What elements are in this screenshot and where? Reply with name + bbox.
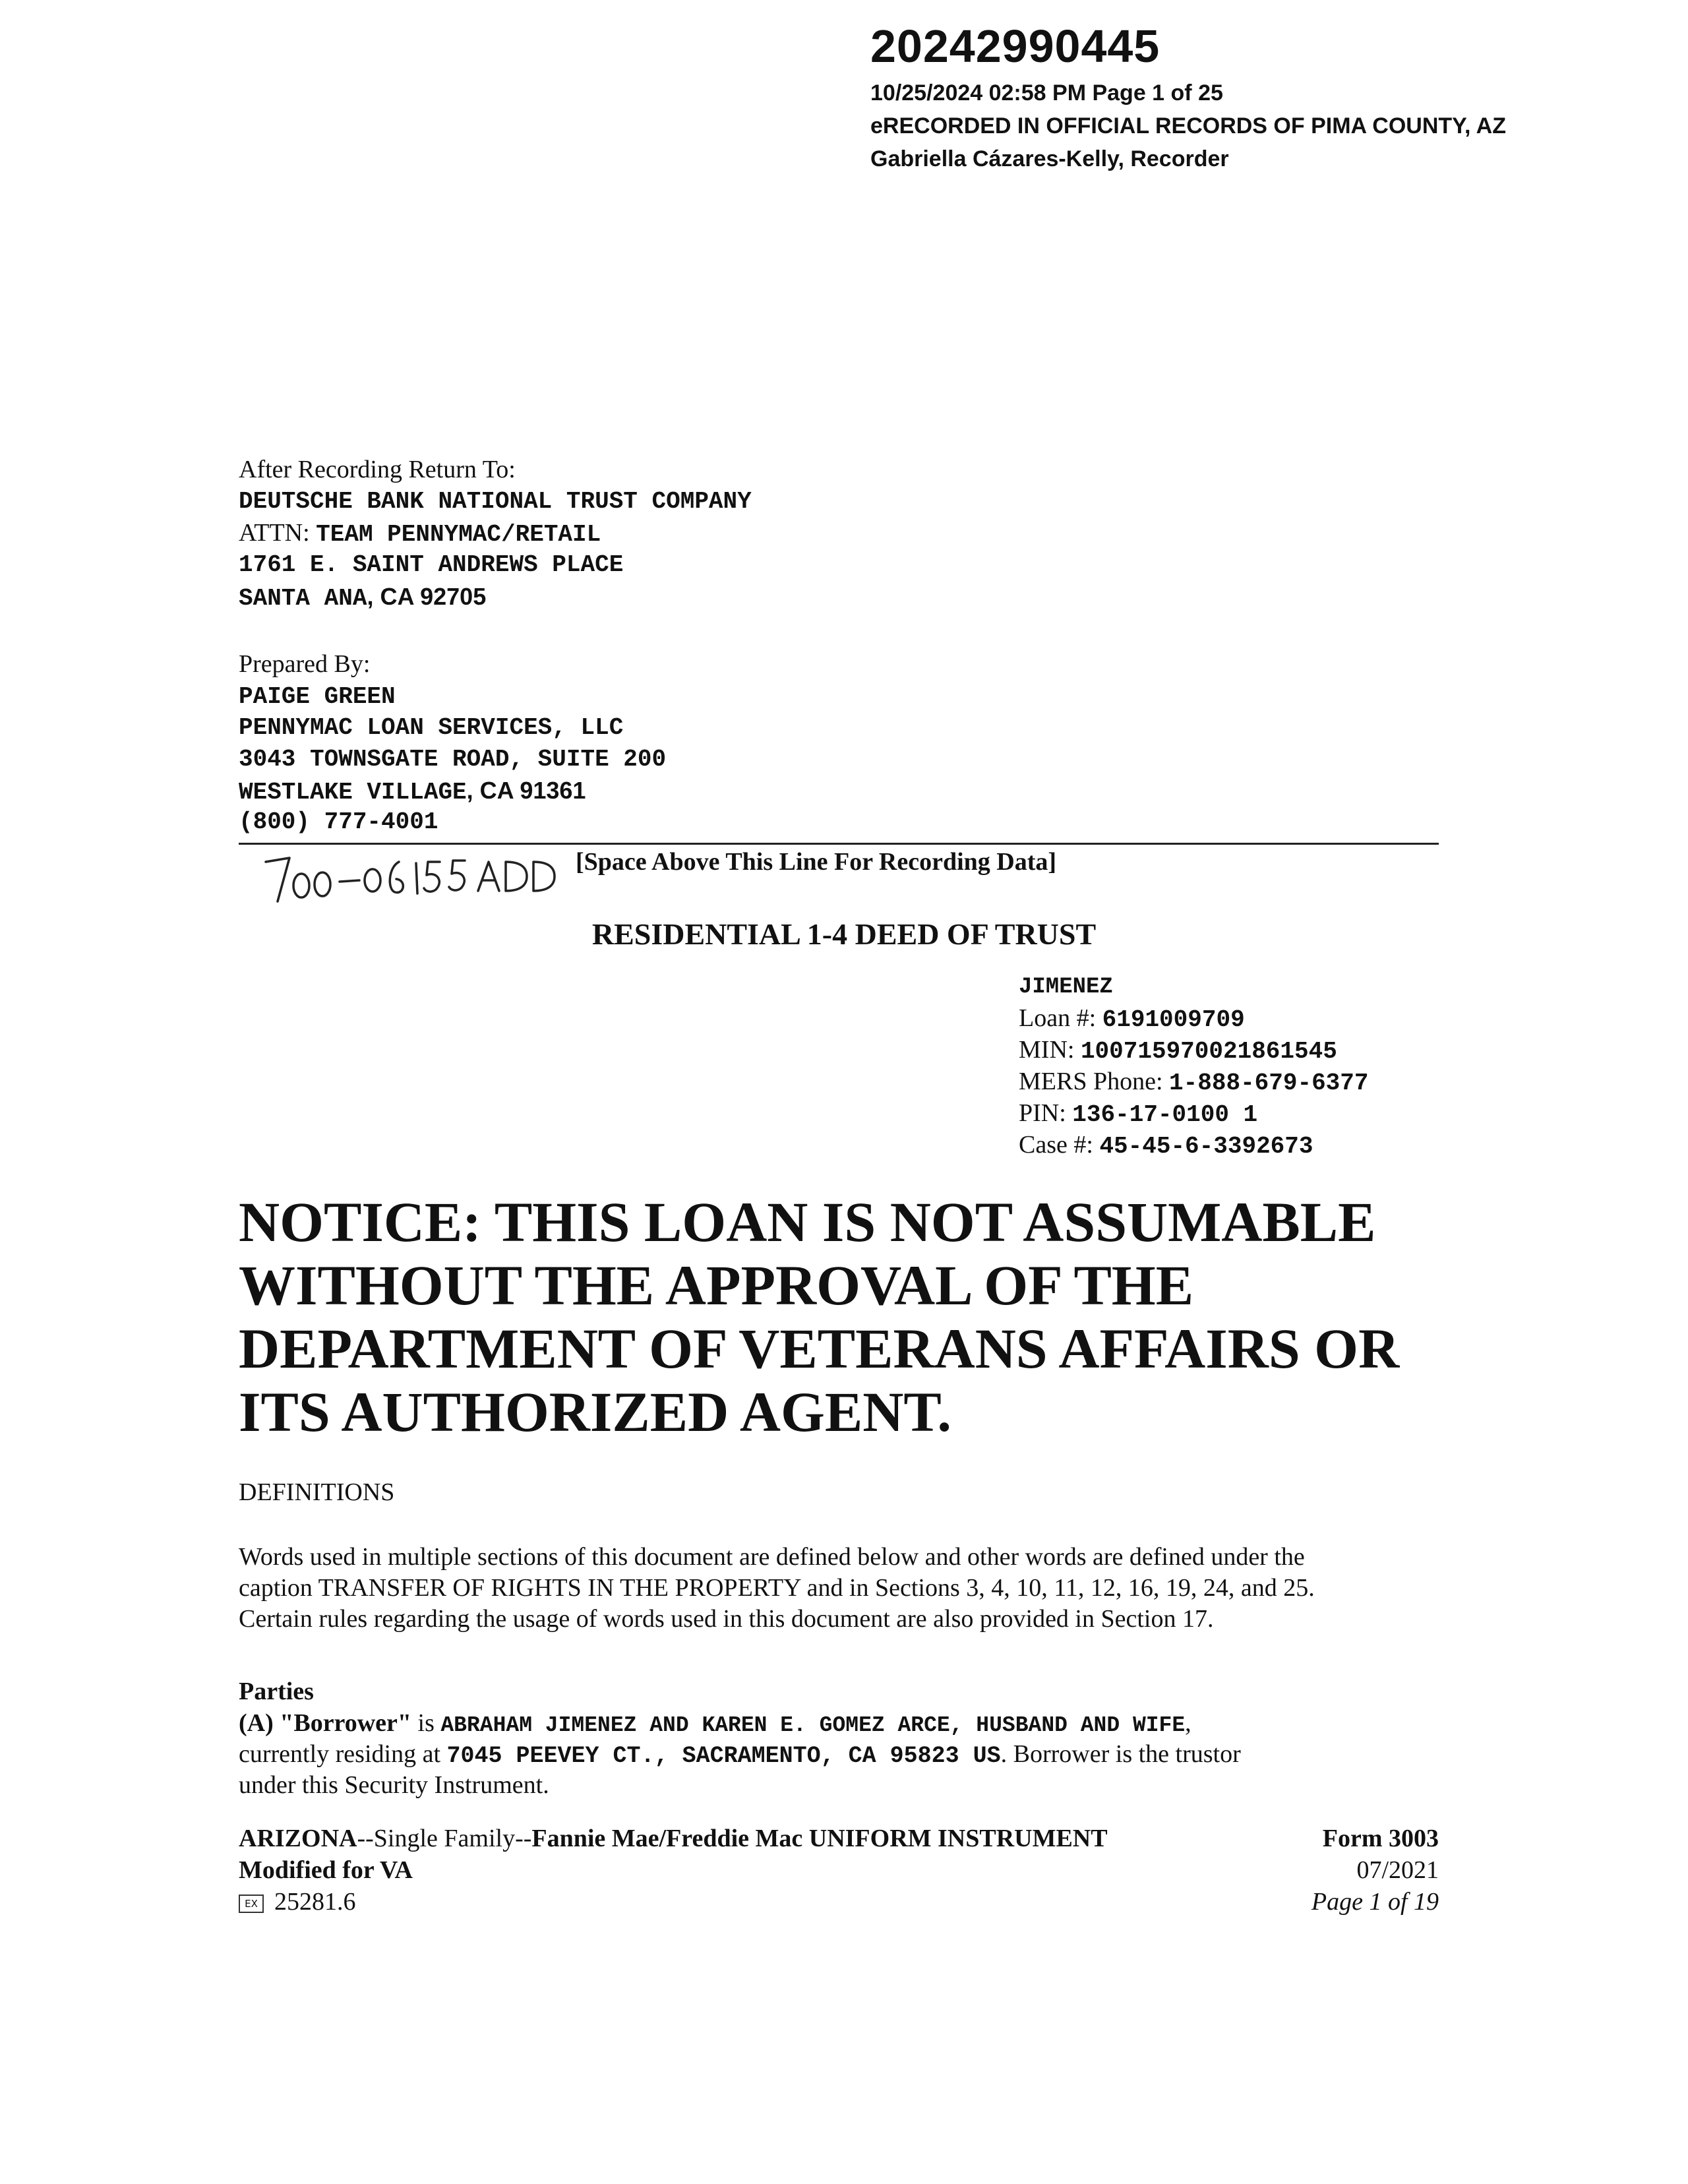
footer-family: --Single Family-- xyxy=(357,1825,532,1852)
footer-instrument-line xyxy=(239,1824,1108,1853)
return-to-city-name: SANTA ANA xyxy=(239,585,367,612)
footer-uniform: Fannie Mae/Freddie Mac UNIFORM INSTRUMENT xyxy=(531,1825,1108,1852)
residing-text: currently residing at xyxy=(239,1740,447,1768)
borrower-definition-line-1 xyxy=(239,1708,1191,1741)
borrower-definition-line-2 xyxy=(239,1739,1241,1772)
borrower-definition-line-3: under this Security Instrument. xyxy=(239,1771,549,1799)
pin-value: 136-17-0100 1 xyxy=(1072,1101,1258,1128)
mers-phone-line xyxy=(1019,1067,1369,1097)
borrower-names-comma: , xyxy=(1185,1709,1191,1737)
footer-modified: Modified for VA xyxy=(239,1856,413,1884)
pin-line xyxy=(1019,1099,1257,1128)
borrower-surname: JIMENEZ xyxy=(1019,975,1113,1000)
footer-form-number: Form 3003 xyxy=(1322,1825,1439,1852)
preparer-city xyxy=(239,777,586,806)
min-label: MIN: xyxy=(1019,1036,1081,1064)
recording-data-divider xyxy=(239,843,1439,845)
attn-value: TEAM PENNYMAC/RETAIL xyxy=(316,521,601,548)
preparer-name: PAIGE GREEN xyxy=(239,683,396,710)
loan-number-value: 6191009709 xyxy=(1102,1006,1245,1033)
space-above-line-note: [Space Above This Line For Recording Data] xyxy=(576,848,1057,876)
recorder-name-line: Gabriella Cázares-Kelly, Recorder xyxy=(870,146,1229,171)
definitions-heading: DEFINITIONS xyxy=(239,1478,395,1506)
return-to-city xyxy=(239,583,486,612)
return-to-street: 1761 E. SAINT ANDREWS PLACE xyxy=(239,551,624,578)
document-title: RESIDENTIAL 1-4 DEED OF TRUST xyxy=(591,917,1097,951)
case-number-line xyxy=(1019,1130,1313,1160)
document-number: 20242990445 xyxy=(870,20,1160,72)
preparer-city-name: WESTLAKE VILLAGE xyxy=(239,779,467,806)
prepared-by-label: Prepared By: xyxy=(239,650,371,678)
definitions-paragraph-line-1: Words used in multiple sections of this document are defined below and other words are defined under the xyxy=(239,1543,1305,1571)
pin-label: PIN: xyxy=(1019,1099,1073,1127)
min-value: 100715970021861545 xyxy=(1080,1038,1337,1065)
recorded-datetime-line: 10/25/2024 02:58 PM Page 1 of 25 xyxy=(870,80,1223,106)
borrower-names: ABRAHAM JIMENEZ AND KAREN E. GOMEZ ARCE, HUSBAND AND WIFE xyxy=(440,1713,1186,1738)
recording-office-line: eRECORDED IN OFFICIAL RECORDS OF PIMA COUNTY, AZ xyxy=(870,113,1507,138)
footer-code-line xyxy=(239,1887,356,1916)
return-to-label: After Recording Return To: xyxy=(239,456,516,483)
attn-label: ATTN: xyxy=(239,519,316,547)
definitions-paragraph-line-3: Certain rules regarding the usage of words used in this document are also provided in Section 17. xyxy=(239,1605,1214,1633)
footer-state: ARIZONA xyxy=(239,1825,357,1852)
borrower-is: is xyxy=(411,1709,441,1737)
return-to-company: DEUTSCHE BANK NATIONAL TRUST COMPANY xyxy=(239,488,752,515)
parties-heading: Parties xyxy=(239,1678,314,1705)
ex-box-icon: EX xyxy=(239,1895,264,1913)
footer-page-number: Page 1 of 19 xyxy=(1311,1888,1439,1916)
borrower-address: 7045 PEEVEY CT., SACRAMENTO, CA 95823 US xyxy=(446,1743,1001,1769)
footer-code: 25281.6 xyxy=(274,1888,356,1916)
handwritten-annotation xyxy=(260,847,564,910)
borrower-term: (A) "Borrower" xyxy=(239,1709,412,1737)
footer-form-date: 07/2021 xyxy=(1356,1856,1439,1884)
preparer-state-zip: , CA 91361 xyxy=(466,777,586,804)
preparer-company: PENNYMAC LOAN SERVICES, LLC xyxy=(239,714,624,741)
loan-number-label: Loan #: xyxy=(1019,1004,1102,1032)
case-number-label: Case #: xyxy=(1019,1131,1100,1159)
loan-number-line xyxy=(1019,1004,1245,1033)
mers-phone-value: 1-888-679-6377 xyxy=(1169,1070,1369,1097)
preparer-phone: (800) 777-4001 xyxy=(239,808,438,835)
return-to-attn xyxy=(239,518,601,548)
return-to-state-zip: , CA 92705 xyxy=(367,583,487,610)
min-line xyxy=(1019,1035,1337,1065)
trustor-text: . Borrower is the trustor xyxy=(1000,1740,1241,1768)
mers-phone-label: MERS Phone: xyxy=(1019,1068,1170,1095)
definitions-paragraph-line-2: caption TRANSFER OF RIGHTS IN THE PROPERTY and in Sections 3, 4, 10, 11, 12, 16, 19, 24, and 25. xyxy=(239,1574,1315,1602)
case-number-value: 45-45-6-3392673 xyxy=(1099,1133,1313,1160)
preparer-street: 3043 TOWNSGATE ROAD, SUITE 200 xyxy=(239,746,667,773)
assumability-notice: NOTICE: THIS LOAN IS NOT ASSUMABLE WITHOUT THE APPROVAL OF THE DEPARTMENT OF VETERANS AFFAIRS OR ITS AUTHORIZED AGENT. xyxy=(239,1190,1400,1443)
